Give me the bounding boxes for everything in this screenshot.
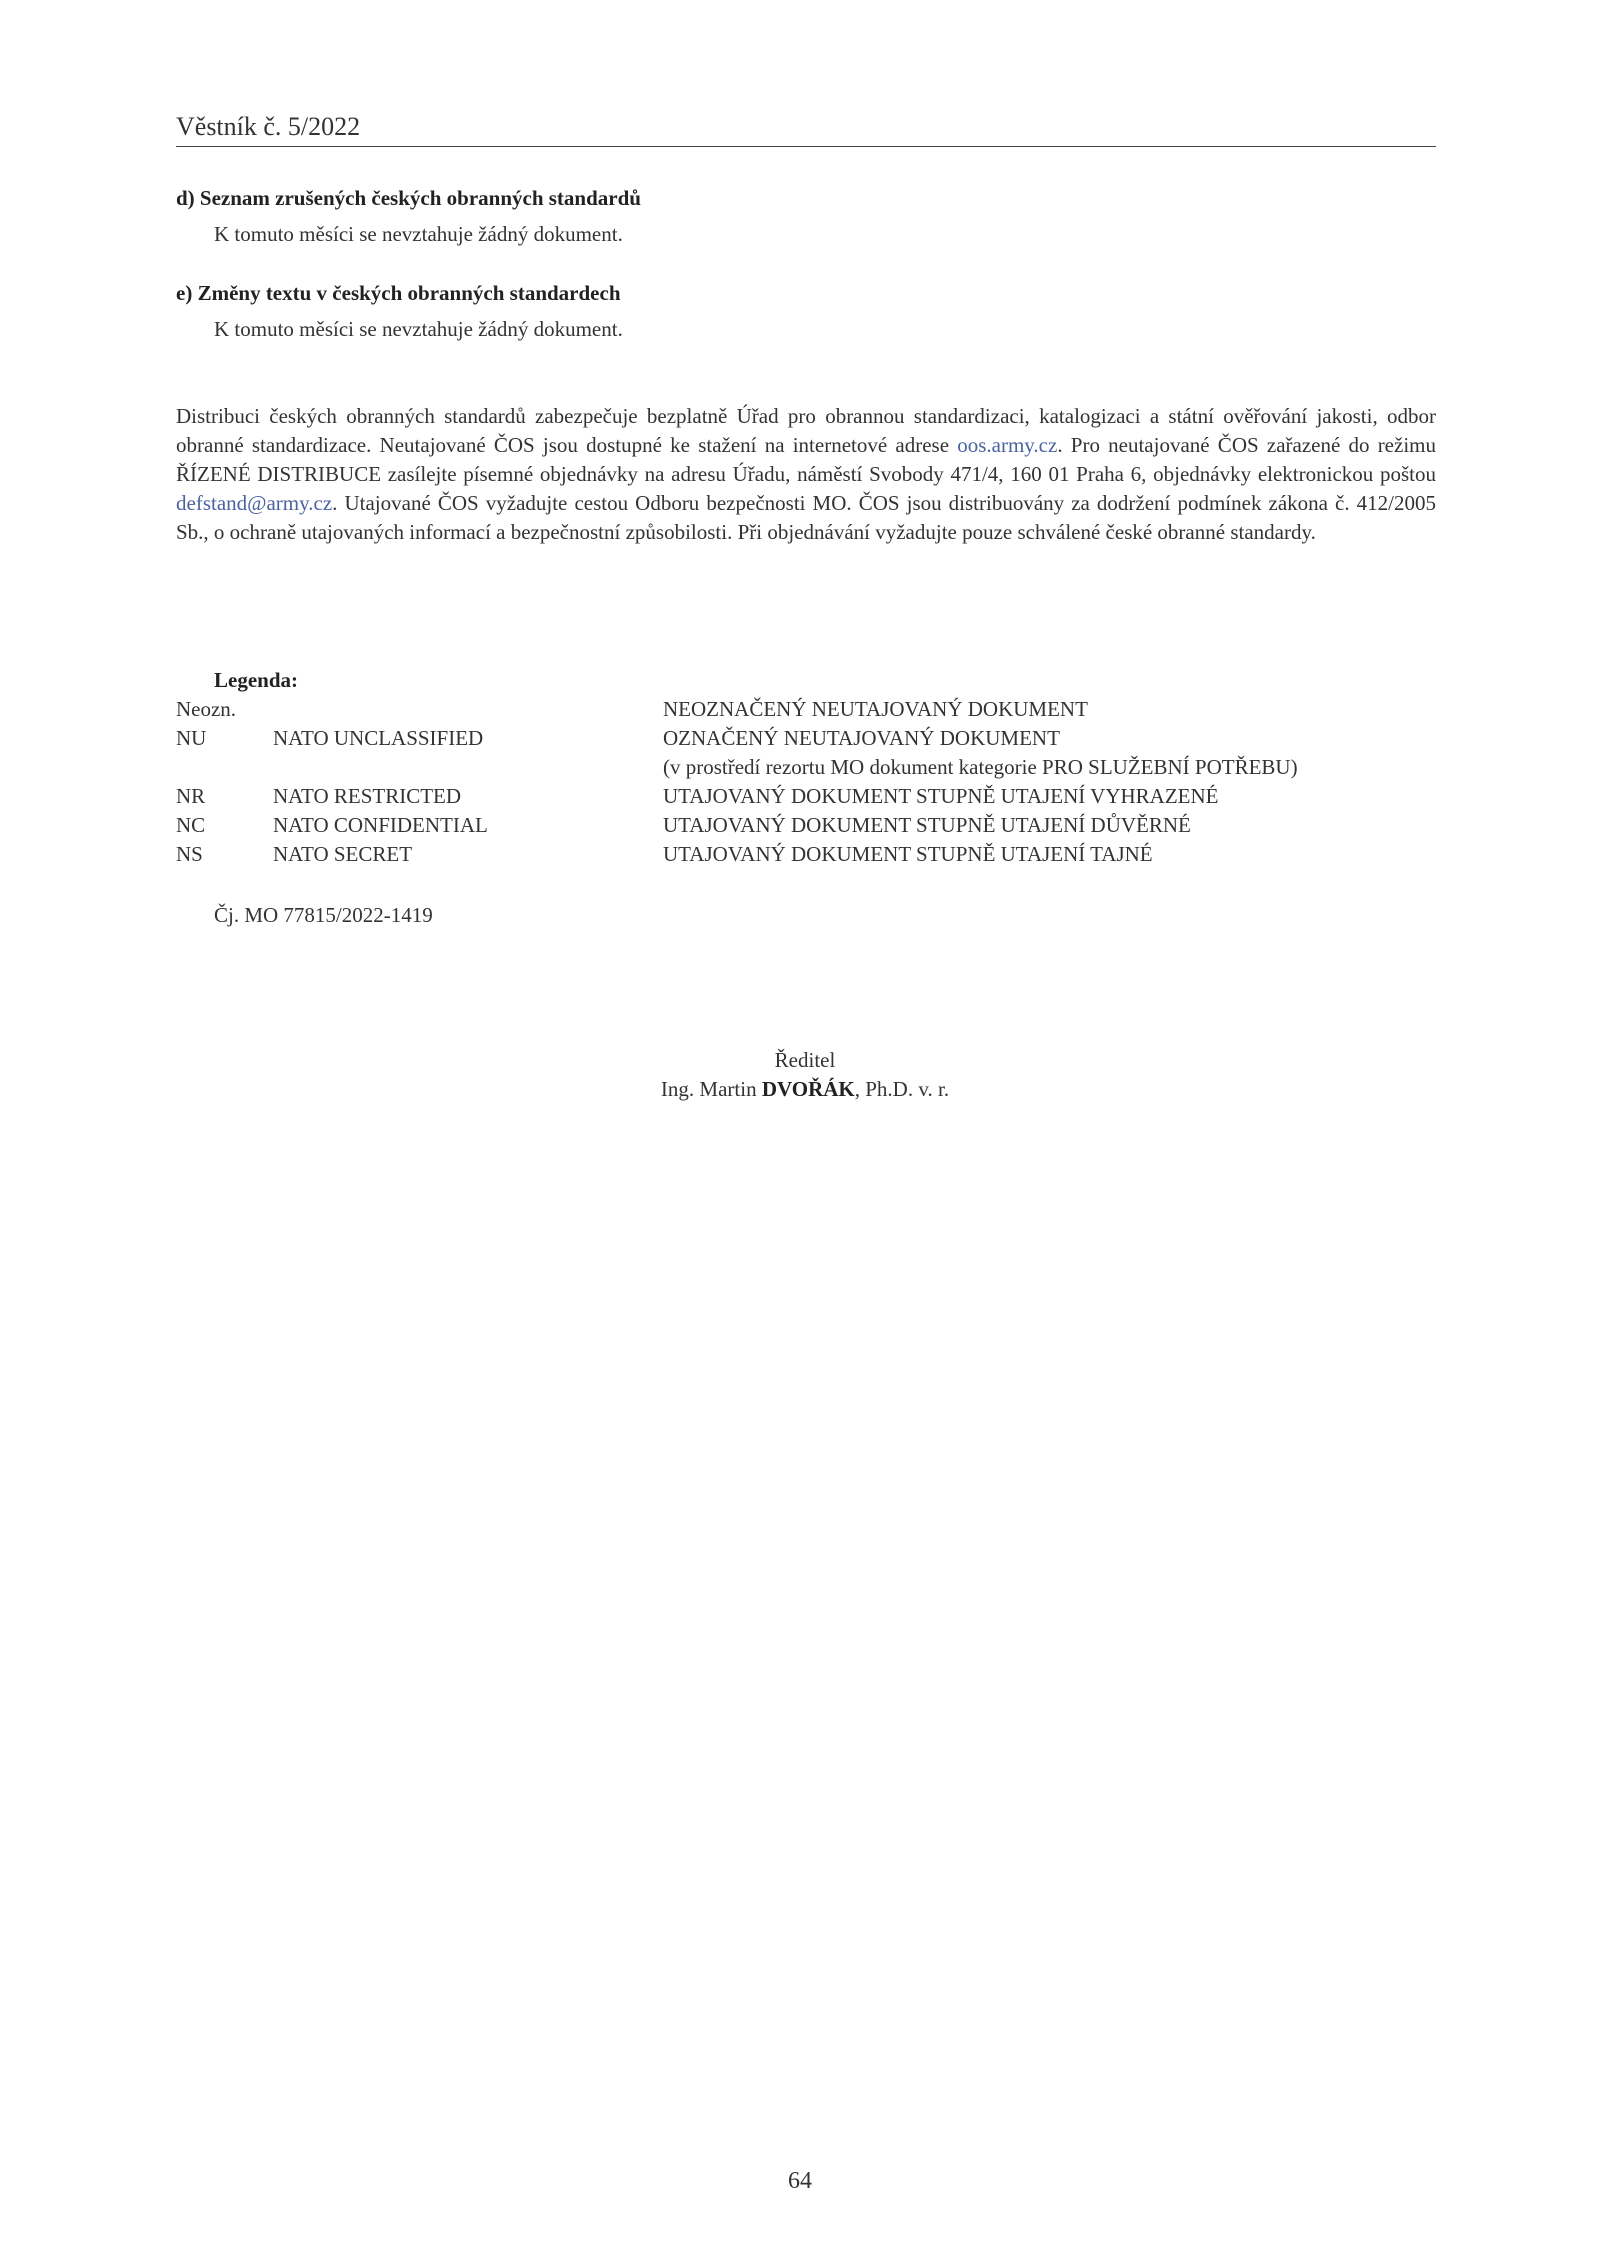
legend-title: Legenda: xyxy=(214,668,298,692)
legend-code: NU xyxy=(176,726,207,750)
legend-desc: NEOZNAČENÝ NEUTAJOVANÝ DOKUMENT xyxy=(663,697,1088,721)
signature-surname: DVOŘÁK xyxy=(761,1077,855,1101)
signature-prefix: Ing. Martin xyxy=(660,1077,762,1101)
page-header xyxy=(176,108,1436,147)
oos-army-link[interactable]: oos.army.cz xyxy=(957,433,1058,457)
distribution-text-1: Distribuci českých obranných standardů zabezpečuje bezplatně Úřad pro obrannou standardizaci, katalogizaci a státní ověřování jakosti, odbor obranné standardizace. Neutajované ČOS jsou dostupné ke stažení na internetové adrese xyxy=(176,404,1436,457)
legend-code: Neozn. xyxy=(176,697,237,721)
legend-code: NS xyxy=(176,842,203,866)
legend-code: NC xyxy=(176,813,206,837)
section-e-heading: e) Změny textu v českých obranných standardech xyxy=(176,281,621,305)
legend-code: NR xyxy=(176,784,206,808)
distribution-text-2: . Pro neutajované ČOS zařazené do režimu ŘÍZENÉ DISTRIBUCE zasílejte písemné objednávky na adresu Úřadu, náměstí Svobody 471/4, 160 01 Praha 6, objednávky elektronickou poštou xyxy=(176,433,1436,486)
legend-nato: NATO UNCLASSIFIED xyxy=(273,726,484,750)
page-number: 64 xyxy=(788,2168,812,2194)
signature-name xyxy=(500,1077,1110,1102)
bulletin-title: Věstník č. 5/2022 xyxy=(176,112,361,141)
reference-number: Čj. MO 77815/2022-1419 xyxy=(214,903,433,927)
section-d-heading: d) Seznam zrušených českých obranných standardů xyxy=(176,186,641,210)
legend-desc: UTAJOVANÝ DOKUMENT STUPNĚ UTAJENÍ DŮVĚRNÉ xyxy=(663,813,1191,837)
section-e-text: K tomuto měsíci se nevztahuje žádný dokument. xyxy=(214,317,623,341)
signature-suffix: , Ph.D. v. r. xyxy=(854,1077,950,1101)
legend-desc: UTAJOVANÝ DOKUMENT STUPNĚ UTAJENÍ TAJNÉ xyxy=(663,842,1153,866)
legend-nato: NATO SECRET xyxy=(273,842,413,866)
legend-nato: NATO CONFIDENTIAL xyxy=(273,813,488,837)
section-d-text: K tomuto měsíci se nevztahuje žádný dokument. xyxy=(214,222,623,246)
legend-desc: (v prostředí rezortu MO dokument kategorie PRO SLUŽEBNÍ POTŘEBU) xyxy=(663,755,1298,779)
legend-nato: NATO RESTRICTED xyxy=(273,784,462,808)
distribution-text-3: . Utajované ČOS vyžadujte cestou Odboru bezpečnosti MO. ČOS jsou distribuovány za dodržení podmínek zákona č. 412/2005 Sb., o ochraně utajovaných informací a bezpečnostní způsobilosti. Při objednávání vyžadujte pouze schválené české obranné standardy. xyxy=(176,491,1436,544)
defstand-email-link[interactable]: defstand@army.cz xyxy=(176,491,333,515)
legend-desc: UTAJOVANÝ DOKUMENT STUPNĚ UTAJENÍ VYHRAZENÉ xyxy=(663,784,1219,808)
legend-desc: OZNAČENÝ NEUTAJOVANÝ DOKUMENT xyxy=(663,726,1060,750)
distribution-paragraph xyxy=(176,402,1436,547)
signature-role: Ředitel xyxy=(774,1048,836,1072)
